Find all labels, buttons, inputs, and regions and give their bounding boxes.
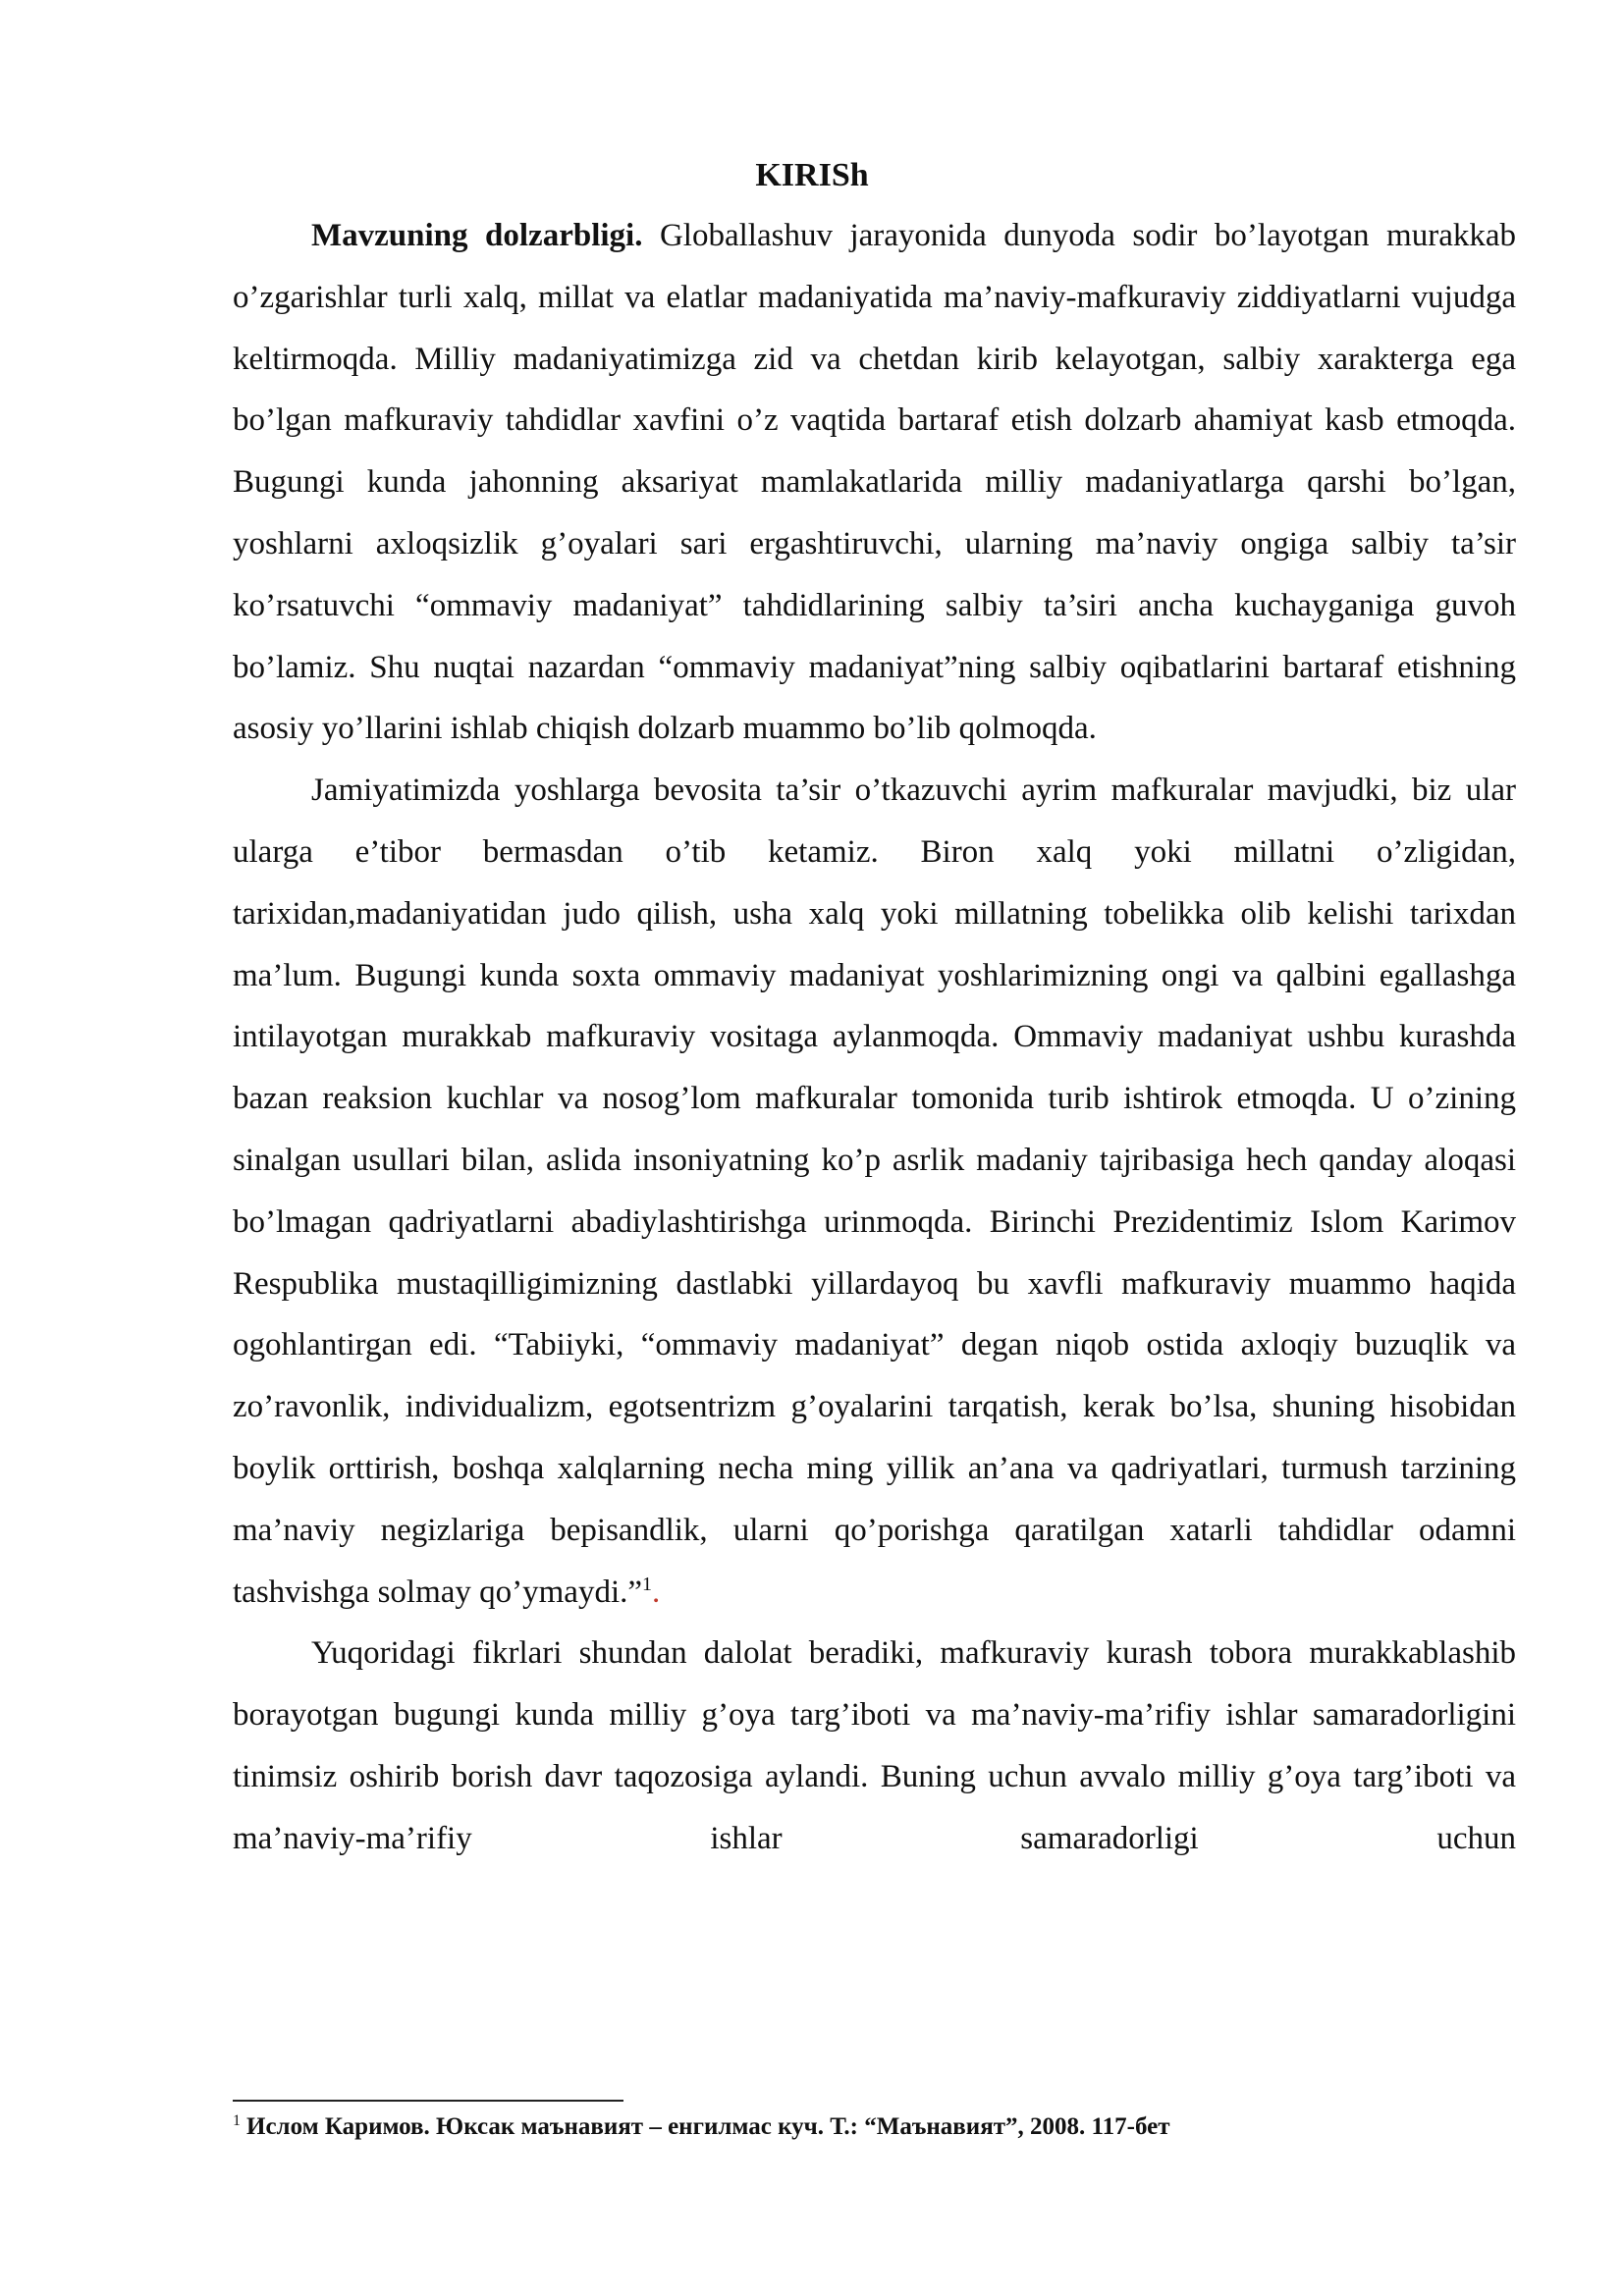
footnote (233, 2110, 1529, 2144)
page-title: KIRISh (755, 157, 869, 193)
footnote-reference[interactable]: 1 (642, 1573, 653, 1595)
footnote-number: 1 (233, 2111, 241, 2129)
paragraph-text: Globallashuv jarayonida dunyoda sodir bo’layotgan murakkab o’zgarishlar turli xalq, millat va elatlar madaniyatida ma’naviy-mafkuraviy ziddiyatlarni vujudga keltirmoqda. Milliy madaniyatimizga zid va chetdan kirib kelayotgan, salbiy xarakterga ega bo’lgan mafkuraviy tahdidlar xavfini o’z vaqtida bartaraf etish dolzarb ahamiyat kasb etmoqda. Bugungi kunda jahonning aksariyat mamlakatlarida milliy madaniyatlarga qarshi bo’lgan, yoshlarni axloqsizlik g’oyalari sari ergashtiruvchi, ularning ma’naviy ongiga salbiy ta’sir ko’rsatuvchi “ommaviy madaniyat” tahdidlarining salbiy ta’siri ancha kuchayganiga guvoh bo’lamiz. Shu nuqtai nazardan “ommaviy madaniyat”ning salbiy oqibatlarini bartaraf etishning asosiy yo’llarini ishlab chiqish dolzarb muammo bo’lib qolmoqda. (233, 218, 1516, 747)
paragraph-lead-heading: Mavzuning dolzarbligi. (311, 218, 643, 253)
paragraph-text: Yuqoridagi fikrlari shundan dalolat beradiki, mafkuraviy kurash tobora murakkablashib borayotgan bugungi kunda milliy g’oya targ’iboti va ma’naviy-ma’rifiy ishlar samaradorligini tinimsiz oshirib borish davr taqozosiga aylandi. Buning uchun avvalo milliy g’oya targ’iboti va ma’naviy-ma’rifiy ishlar samaradorligi uchun (233, 1635, 1516, 1856)
footnote-separator (233, 2100, 623, 2102)
paragraph-text: Jamiyatimizda yoshlarga bevosita ta’sir o’tkazuvchi ayrim mafkuralar mavjudki, biz ular ularga e’tibor bermasdan o’tib ketamiz. Biron xalq yoki millatni o’zligidan, tarixidan,madaniyatidan judo qilish, usha xalq yoki millatning tobelikka olib kelishi tarixdan ma’lum. Bugungi kunda soxta ommaviy madaniyat yoshlarimizning ongi va qalbini egallashga intilayotgan murakkab mafkuraviy vositaga aylanmoqda. Ommaviy madaniyat ushbu kurashda bazan reaksion kuchlar va nosog’lom mafkuralar tomonida turib ishtirok etmoqda. U o’zining sinalgan usullari bilan, aslida insoniyatning ko’p asrlik madaniy tajribasiga hech qanday aloqasi bo’lmagan qadriyatlarni abadiylashtirishga urinmoqda. Birinchi Prezidentimiz Islom Karimov Respublika mustaqilligimizning dastlabki yillardayoq bu xavfli mafkuraviy muammo haqida ogohlantirgan edi. “Tabiiyki, “ommaviy madaniyat” degan niqob ostida axloqiy buzuqlik va zo’ravonlik, individualizm, egotsentrizm g’oyalarini tarqatish, kerak bo’lsa, shuning hisobidan boylik orttirish, boshqa xalqlarning necha ming yillik an’ana va qadriyatlari, turmush tarzining ma’naviy negizlariga bepisandlik, ularni qo’porishga qaratilgan xatarli tahdidlar odamni tashvishga solmay qo’ymaydi.” (233, 773, 1516, 1610)
paragraph-relevance (233, 205, 1516, 760)
paragraph-trailing-period: . (652, 1574, 661, 1610)
paragraph-ideologies (233, 760, 1516, 1623)
paragraph-conclusion (233, 1623, 1516, 1869)
document-body (233, 205, 1516, 1870)
footnote-text: Ислом Каримов. Юксак маънавият – енгилмас куч. Т.: “Маънавият”, 2008. 117-бет (246, 2113, 1170, 2140)
